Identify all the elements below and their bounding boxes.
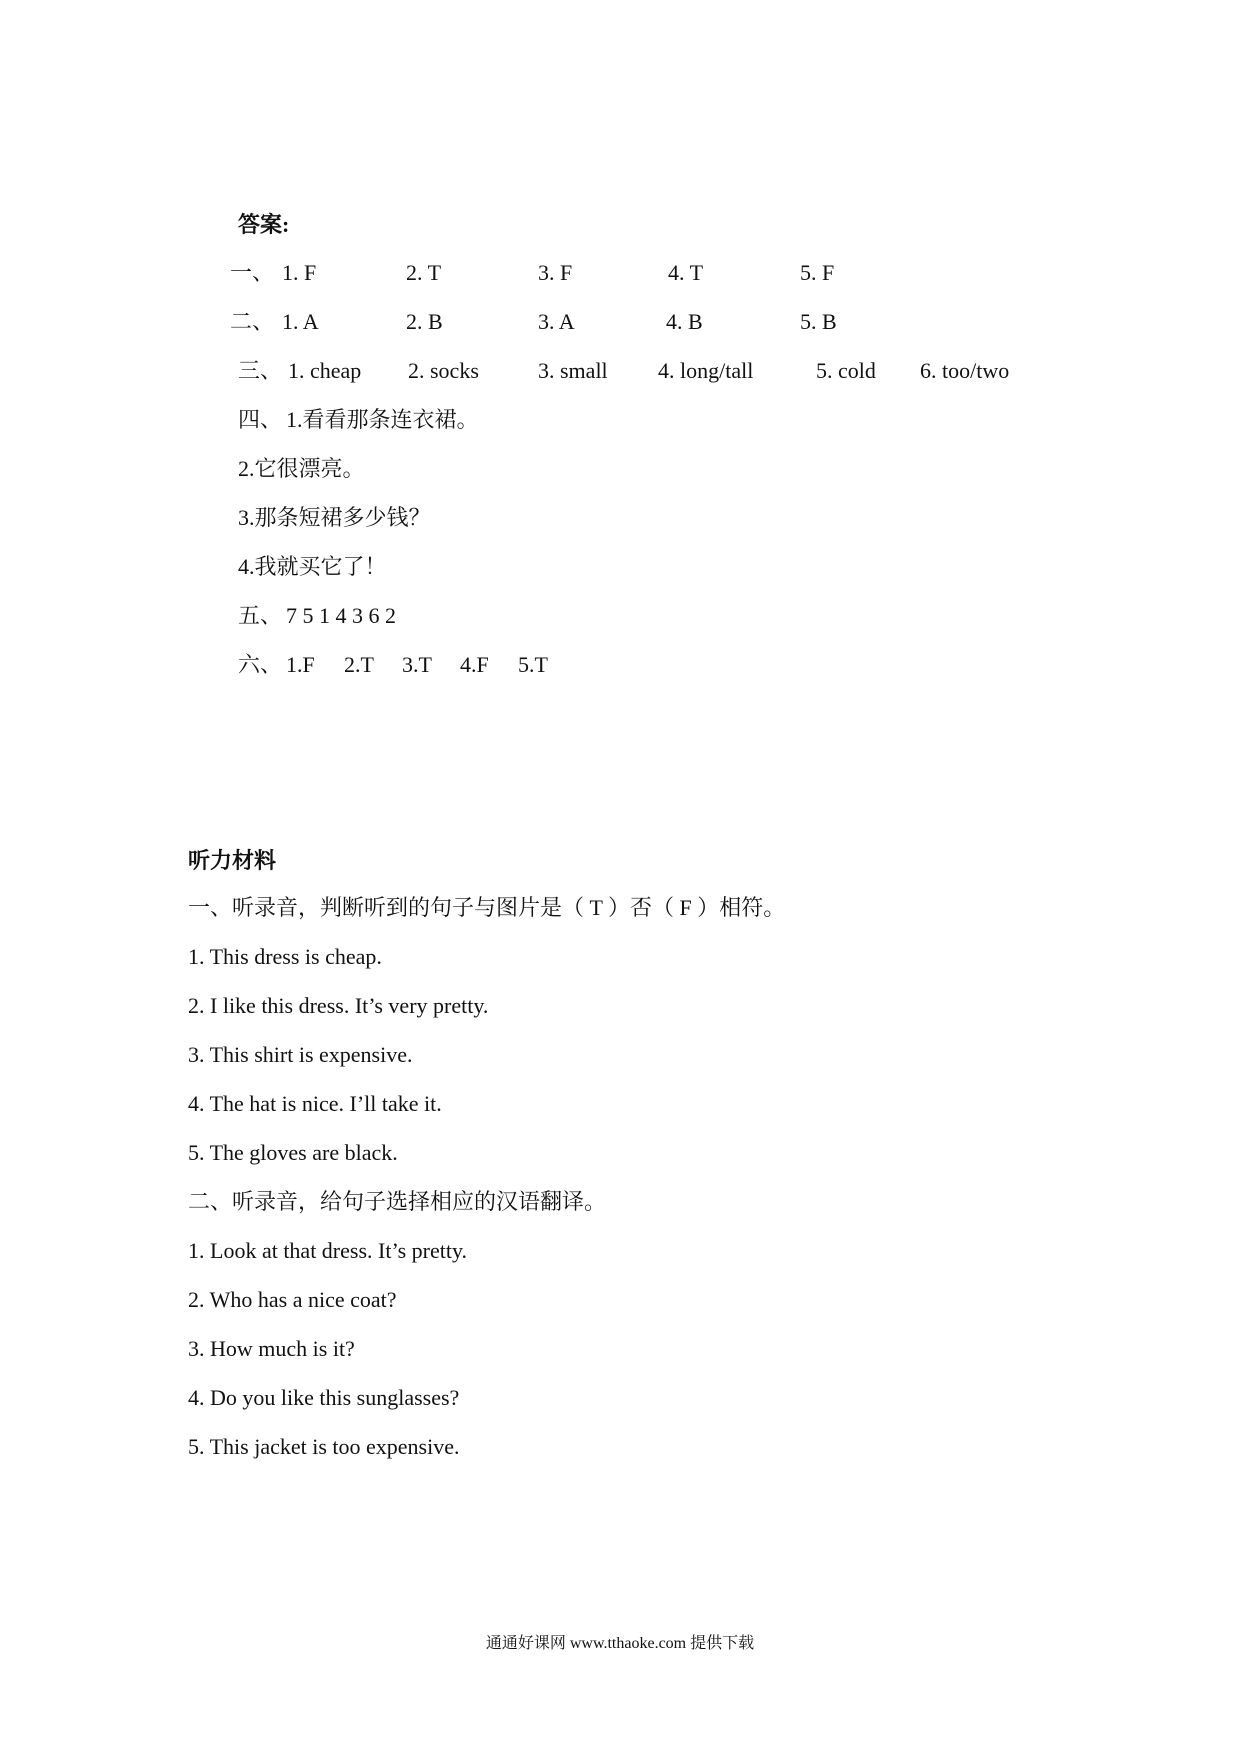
part1-heading: 一、听录音，判断听到的句子与图片是（ T ）否（ F ）相符。 xyxy=(188,895,786,920)
answer-item: 2. T xyxy=(406,260,442,285)
answer-item: 2.它很漂亮。 xyxy=(238,456,365,481)
row-prefix: 三、 xyxy=(238,358,283,383)
answers-title: 答案: xyxy=(238,212,290,237)
sentence: 2. Who has a nice coat? xyxy=(188,1287,397,1312)
answer-item: 5.T xyxy=(518,652,548,677)
row-prefix: 四、 xyxy=(238,407,283,432)
sentence: 4. The hat is nice. I’ll take it. xyxy=(188,1091,442,1116)
answer-item: 2.T xyxy=(344,652,374,677)
sentence: 1. Look at that dress. It’s pretty. xyxy=(188,1238,468,1263)
answer-item: 3. A xyxy=(538,309,575,334)
answer-item: 5. B xyxy=(800,309,837,334)
answer-item: 1. A xyxy=(282,309,319,334)
answer-item: 1.F xyxy=(286,652,315,677)
answer-item: 2. B xyxy=(406,309,443,334)
sentence: 5. This jacket is too expensive. xyxy=(188,1434,460,1459)
answer-item: 1. F xyxy=(282,260,317,285)
sentence: 1. This dress is cheap. xyxy=(188,944,382,969)
answer-item: 4.我就买它了！ xyxy=(238,554,387,579)
answer-item: 6. too/two xyxy=(920,358,1010,383)
sentence: 4. Do you like this sunglasses? xyxy=(188,1385,460,1410)
answer-item: 2. socks xyxy=(408,358,479,383)
row-prefix: 二、 xyxy=(230,309,275,334)
answer-item: 3. F xyxy=(538,260,573,285)
listening-title: 听力材料 xyxy=(188,848,277,873)
part2-heading: 二、听录音，给句子选择相应的汉语翻译。 xyxy=(188,1189,607,1214)
answer-item: 7 5 1 4 3 6 2 xyxy=(286,603,396,628)
row-prefix: 六、 xyxy=(238,652,283,677)
answer-item: 4. T xyxy=(668,260,704,285)
sentence: 5. The gloves are black. xyxy=(188,1140,398,1165)
answer-item: 1. cheap xyxy=(288,358,362,383)
answer-item: 5. cold xyxy=(816,358,876,383)
sentence: 3. This shirt is expensive. xyxy=(188,1042,413,1067)
row-prefix: 一、 xyxy=(230,260,275,285)
answer-item: 3.T xyxy=(402,652,432,677)
answer-item: 3. small xyxy=(538,358,608,383)
answer-item: 3.那条短裙多少钱？ xyxy=(238,505,431,530)
sentence: 3. How much is it? xyxy=(188,1336,355,1361)
page-footer: 通通好课网 www.tthaoke.com 提供下载 xyxy=(485,1635,755,1652)
answer-item: 4. long/tall xyxy=(658,358,754,383)
answer-item: 5. F xyxy=(800,260,835,285)
answer-item: 1.看看那条连衣裙。 xyxy=(286,407,479,432)
sentence: 2. I like this dress. It’s very pretty. xyxy=(188,993,489,1018)
row-prefix: 五、 xyxy=(238,603,283,628)
answer-item: 4.F xyxy=(460,652,489,677)
answer-item: 4. B xyxy=(666,309,703,334)
